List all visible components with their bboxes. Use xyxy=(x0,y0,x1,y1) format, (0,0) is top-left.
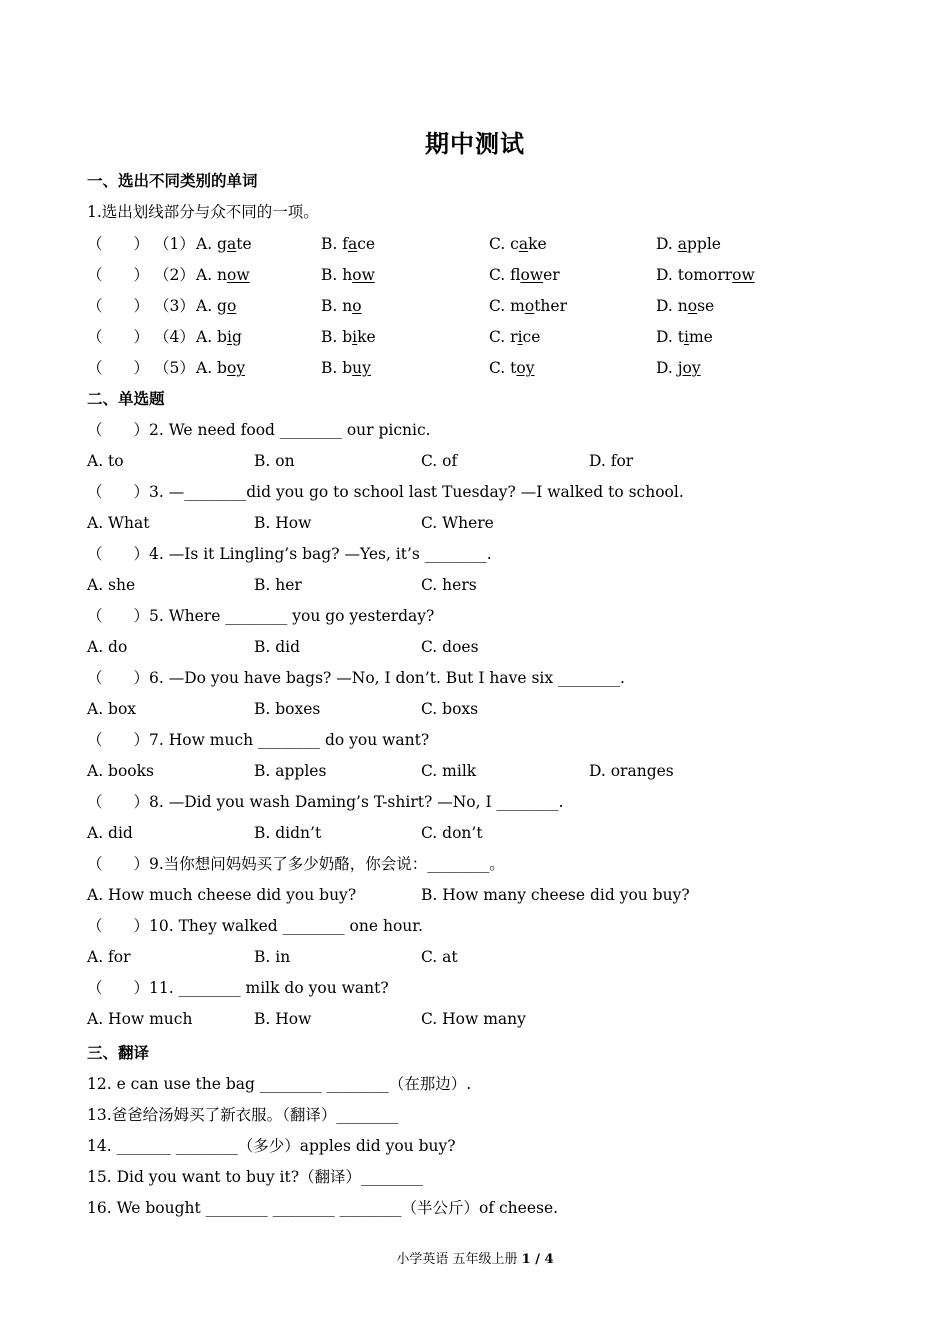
translation-item: 15. Did you want to buy it?（翻译）________ xyxy=(87,1168,424,1186)
option-c: C. mother xyxy=(489,297,567,315)
choice-option: C. boxs xyxy=(421,700,479,718)
option-d: D. joy xyxy=(656,359,701,377)
choice-option: C. milk xyxy=(421,762,477,780)
option-c: C. rice xyxy=(489,328,541,346)
choice-option: C. How many xyxy=(421,1010,526,1028)
choice-option: A. books xyxy=(87,762,154,780)
option-d: D. nose xyxy=(656,297,715,315)
answer-paren: （ ） xyxy=(87,266,150,284)
page-footer xyxy=(0,1248,950,1267)
translation-item: 14. _______ ________（多少）apples did you buy? xyxy=(87,1137,456,1155)
option-b: B. bike xyxy=(321,328,376,346)
choice-option: C. Where xyxy=(421,514,494,532)
question-text: （ ）4. —Is it Lingling’s bag? —Yes, it’s ________. xyxy=(87,545,492,563)
question-text: （ ）5. Where ________ you go yesterday? xyxy=(87,607,435,625)
option-a: A. big xyxy=(196,328,242,346)
question-text: （ ）9.当你想问妈妈买了多少奶酪，你会说：________。 xyxy=(87,855,505,873)
choice-option: A. did xyxy=(87,824,133,842)
choice-option: C. don’t xyxy=(421,824,483,842)
translation-item: 12. e can use the bag ________ ________（在那边）. xyxy=(87,1075,472,1093)
option-c: C. flower xyxy=(489,266,560,284)
option-b: B. buy xyxy=(321,359,371,377)
choice-option: A. box xyxy=(87,700,137,718)
option-d: D. time xyxy=(656,328,713,346)
choice-option: B. How xyxy=(254,514,312,532)
footer-sep: / xyxy=(530,1252,545,1267)
question-text: （ ）10. They walked ________ one hour. xyxy=(87,917,423,935)
section-3-heading: 三、翻译 xyxy=(87,1043,150,1062)
choice-option: B. her xyxy=(254,576,302,594)
choice-option: A. to xyxy=(87,452,124,470)
choice-option: B. How xyxy=(254,1010,312,1028)
option-d: D. apple xyxy=(656,235,721,253)
choice-option: B. apples xyxy=(254,762,327,780)
question-text: （ ）11. ________ milk do you want? xyxy=(87,979,389,997)
choice-option: C. of xyxy=(421,452,458,470)
footer-page: 1 xyxy=(521,1252,531,1267)
choice-option: B. in xyxy=(254,948,291,966)
choice-option: B. on xyxy=(254,452,295,470)
answer-paren: （ ） xyxy=(87,235,150,253)
footer-total: 4 xyxy=(544,1252,554,1267)
question-text: （ ）7. How much ________ do you want? xyxy=(87,731,430,749)
choice-option: A. What xyxy=(87,514,150,532)
option-b: B. no xyxy=(321,297,362,315)
choice-option: C. does xyxy=(421,638,479,656)
section-1-instruction: 1.选出划线部分与众不同的一项。 xyxy=(87,203,319,221)
option-c: C. cake xyxy=(489,235,547,253)
choice-option: B. didn’t xyxy=(254,824,322,842)
item-number: （5） xyxy=(154,359,195,377)
answer-paren: （ ） xyxy=(87,328,150,346)
item-number: （4） xyxy=(154,328,195,346)
choice-option: A. How much xyxy=(87,1010,193,1028)
item-number: （2） xyxy=(154,266,195,284)
choice-option: B. did xyxy=(254,638,301,656)
section-1-heading: 一、选出不同类别的单词 xyxy=(87,171,258,190)
page-title: 期中测试 xyxy=(425,129,525,158)
choice-option: A. do xyxy=(87,638,128,656)
option-b: B. face xyxy=(321,235,376,253)
choice-option: B. boxes xyxy=(254,700,321,718)
question-text: （ ）2. We need food ________ our picnic. xyxy=(87,421,431,439)
choice-option: A. How much cheese did you buy? xyxy=(87,886,357,904)
option-a: A. gate xyxy=(196,235,252,253)
choice-option: A. for xyxy=(87,948,131,966)
item-number: （1） xyxy=(154,235,195,253)
translation-item: 16. We bought ________ ________ ________（半公斤）of cheese. xyxy=(87,1199,559,1217)
choice-option: A. she xyxy=(87,576,136,594)
option-a: A. boy xyxy=(196,359,246,377)
option-a: A. now xyxy=(196,266,250,284)
option-a: A. go xyxy=(196,297,237,315)
choice-option: D. oranges xyxy=(589,762,674,780)
footer-text: 小学英语 五年级上册 xyxy=(396,1252,522,1267)
choice-option: C. hers xyxy=(421,576,477,594)
choice-option: B. How many cheese did you buy? xyxy=(421,886,690,904)
question-text: （ ）8. —Did you wash Daming’s T-shirt? —No, I ________. xyxy=(87,793,564,811)
answer-paren: （ ） xyxy=(87,297,150,315)
choice-option: C. at xyxy=(421,948,458,966)
option-c: C. toy xyxy=(489,359,535,377)
question-text: （ ）6. —Do you have bags? —No, I don’t. But I have six ________. xyxy=(87,669,625,687)
answer-paren: （ ） xyxy=(87,359,150,377)
choice-option: D. for xyxy=(589,452,634,470)
item-number: （3） xyxy=(154,297,195,315)
translation-item: 13.爸爸给汤姆买了新衣服。（翻译）________ xyxy=(87,1106,399,1124)
option-b: B. how xyxy=(321,266,375,284)
option-d: D. tomorrow xyxy=(656,266,755,284)
question-text: （ ）3. —________did you go to school last Tuesday? —I walked to school. xyxy=(87,483,684,501)
section-2-heading: 二、单选题 xyxy=(87,389,165,408)
